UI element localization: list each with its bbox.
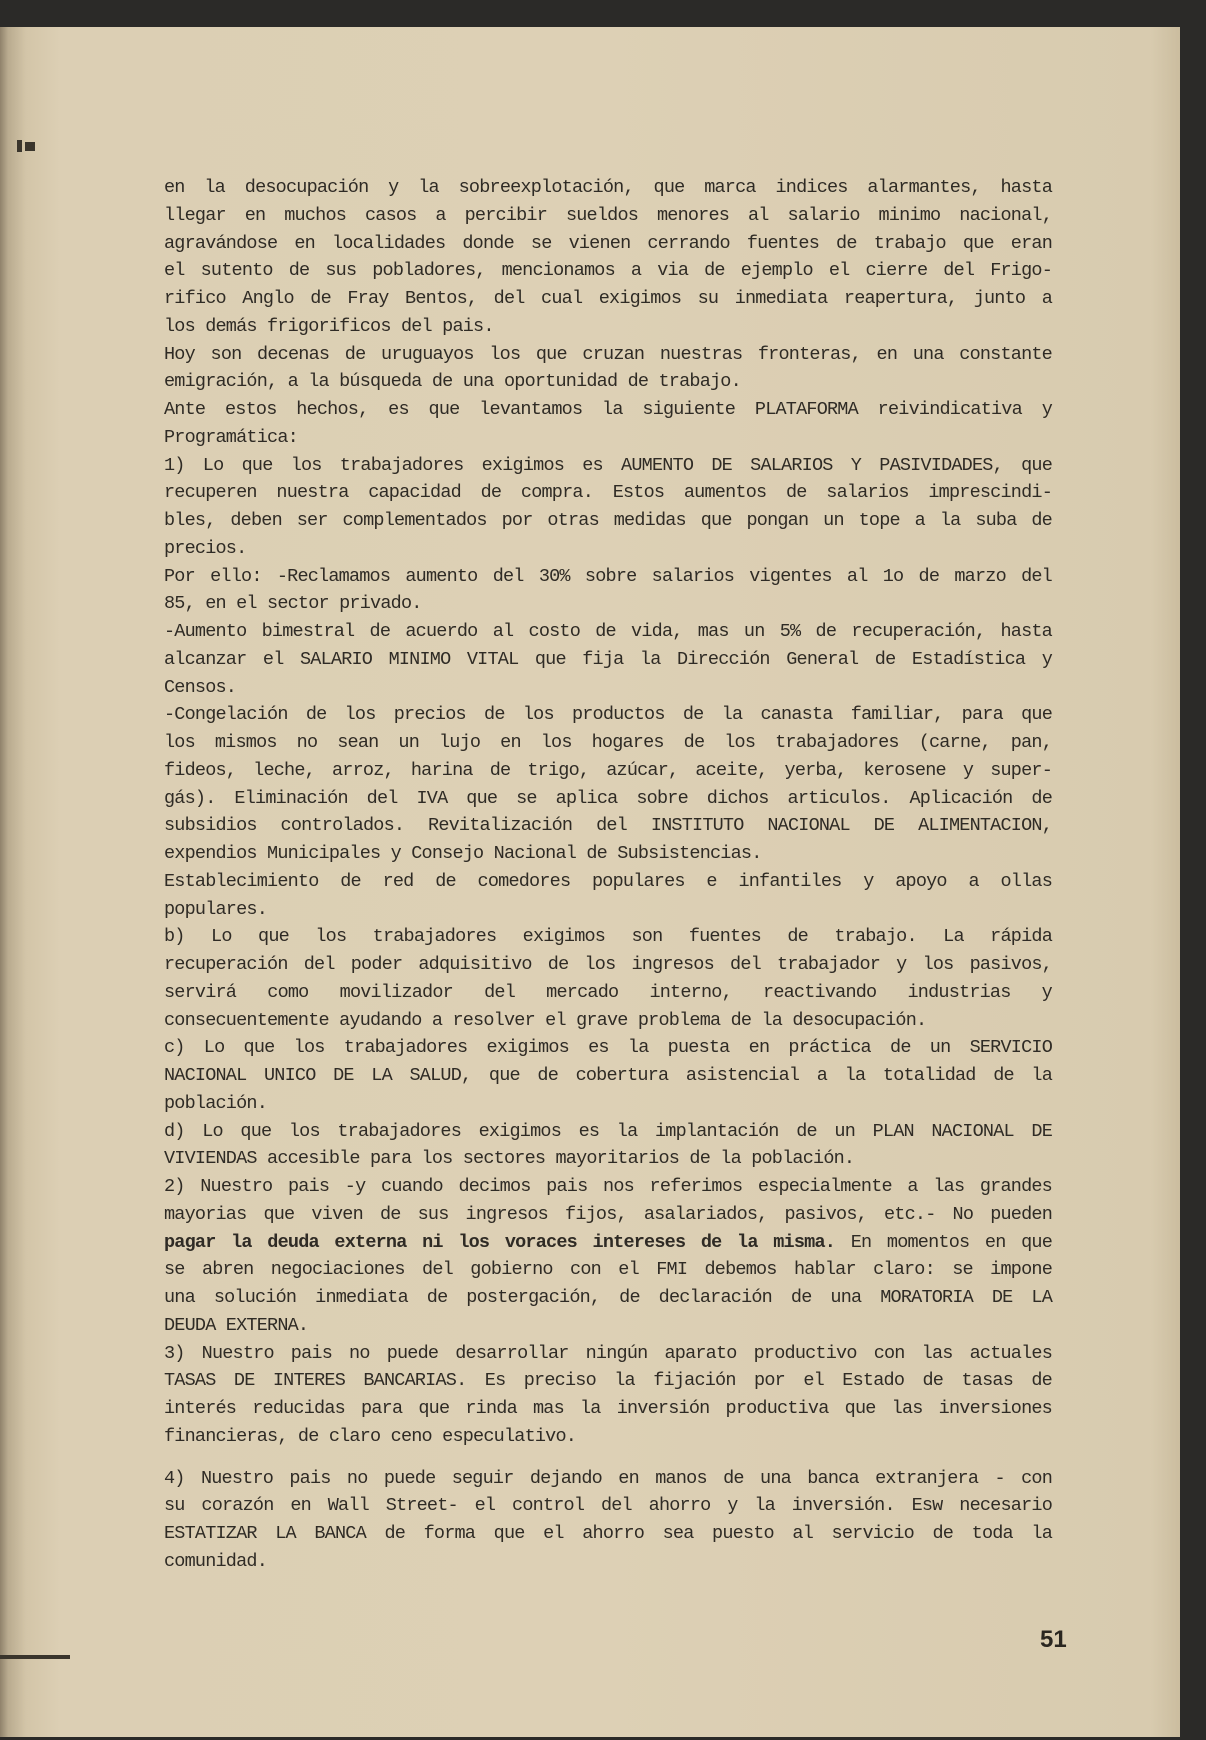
- text-line: alcanzar el SALARIO MINIMO VITAL que fija la Dirección General de Estadística y: [164, 648, 1052, 670]
- text-line: mayorias que viven de sus ingresos fijos, asalariados, pasivos, etc.- No pueden: [164, 1203, 1052, 1225]
- text-line: gás). Eliminación del IVA que se aplica sobre dichos articulos. Aplicación de: [164, 787, 1052, 809]
- page-number: 51: [1040, 1626, 1067, 1653]
- text-line: VIVIENDAS accesible para los sectores mayoritarios de la población.: [164, 1148, 855, 1170]
- text-line: bles, deben ser complementados por otras medidas que pongan un tope a la suba de: [164, 510, 1052, 531]
- text-line: comunidad.: [164, 1550, 268, 1572]
- text-line: se abren negociaciones del gobierno con el FMI debemos hablar claro: se impone: [164, 1259, 1052, 1281]
- text-line: los mismos no sean un lujo en los hogares de los trabajadores (carne, pan,: [164, 732, 1052, 753]
- text-line: TASAS DE INTERES BANCARIAS. Es preciso la fijación por el Estado de tasas de: [164, 1370, 1052, 1392]
- text-line: Establecimiento de red de comedores populares e infantiles y apoyo a ollas: [164, 870, 1052, 892]
- text-line: populares.: [164, 898, 268, 920]
- text-line: recuperación del poder adquisitivo de los ingresos del trabajador y los pasivos,: [164, 954, 1052, 975]
- text-line: expendios Municipales y Consejo Nacional de Subsistencias.: [164, 843, 762, 864]
- text-line: su corazón en Wall Street- el control del ahorro y la inversión. Esw necesario: [164, 1495, 1052, 1517]
- body-text: [164, 174, 1052, 1576]
- text-line: NACIONAL UNICO DE LA SALUD, que de cobertura asistencial a la totalidad de la: [164, 1065, 1052, 1086]
- text-line: precios.: [164, 537, 247, 559]
- text-line: Ante estos hechos, es que levantamos la siguiente PLATAFORMA reivindicativa y: [164, 399, 1052, 420]
- text-line: 4) Nuestro pais no puede seguir dejando en manos de una banca extranjera - con: [164, 1467, 1052, 1489]
- text-line: emigración, a la búsqueda de una oportunidad de trabajo.: [164, 371, 741, 393]
- text-line: interés reducidas para que rinda mas la inversión productiva que las inversiones: [164, 1398, 1052, 1419]
- text-line: c) Lo que los trabajadores exigimos es la puesta en práctica de un SERVICIO: [164, 1037, 1052, 1059]
- text-line: Censos.: [164, 676, 237, 698]
- text-line: llegar en muchos casos a percibir sueldos menores al salario minimo nacional,: [164, 204, 1052, 226]
- text-line: d) Lo que los trabajadores exigimos es la implantación de un PLAN NACIONAL DE: [164, 1120, 1052, 1142]
- text-line: Por ello: -Reclamamos aumento del 30% sobre salarios vigentes al 1o de marzo del: [164, 565, 1052, 587]
- text-line: agravándose en localidades donde se vienen cerrando fuentes de trabajo que eran: [164, 232, 1052, 254]
- text-line: financieras, de claro ceno especulativo.: [164, 1425, 577, 1447]
- text-line: población.: [164, 1092, 268, 1114]
- text-line: DEUDA EXTERNA.: [164, 1314, 309, 1336]
- text-line: una solución inmediata de postergación, de declaración de una MORATORIA DE LA: [164, 1287, 1052, 1308]
- text-line: Hoy son decenas de uruguayos los que cruzan nuestras fronteras, en una constante: [164, 343, 1052, 365]
- text-line: 1) Lo que los trabajadores exigimos es AUMENTO DE SALARIOS Y PASIVIDADES, que: [164, 454, 1052, 476]
- text-line: subsidios controlados. Revitalización del INSTITUTO NACIONAL DE ALIMENTACION,: [164, 815, 1052, 837]
- text-line: ESTATIZAR LA BANCA de forma que el ahorro sea puesto al servicio de toda la: [164, 1523, 1052, 1544]
- bold-text: pagar la deuda externa ni los voraces intereses de la misma.: [164, 1231, 836, 1253]
- text-line: servirá como movilizador del mercado interno, reactivando industrias y: [164, 981, 1052, 1003]
- text-line: los demás frigorificos del pais.: [164, 315, 494, 337]
- binding-dash: [0, 1655, 70, 1659]
- text-line: fideos, leche, arroz, harina de trigo, azúcar, aceite, yerba, kerosene y super-: [164, 759, 1052, 781]
- text-fragment: En momentos en que: [850, 1231, 1053, 1253]
- text-line: en la desocupación y la sobreexplotación, que marca indices alarmantes, hasta: [164, 177, 1052, 198]
- text-line: el sutento de sus pobladores, mencionamos a via de ejemplo el cierre del Frigo-: [164, 260, 1052, 282]
- text-line: rifico Anglo de Fray Bentos, del cual exigimos su inmediata reapertura, junto a: [164, 288, 1052, 309]
- text-line: -Aumento bimestral de acuerdo al costo de vida, mas un 5% de recuperación, hasta: [164, 621, 1052, 642]
- text-line: 3) Nuestro pais no puede desarrollar ningún aparato productivo con las actuales: [164, 1342, 1052, 1364]
- text-line: b) Lo que los trabajadores exigimos son fuentes de trabajo. La rápida: [164, 926, 1052, 948]
- binding-mark: [25, 142, 35, 151]
- text-line: consecuentemente ayudando a resolver el grave problema de la desocupación.: [164, 1009, 927, 1031]
- text-line: [164, 1229, 1052, 1257]
- text-line: recuperen nuestra capacidad de compra. Estos aumentos de salarios imprescindi-: [164, 482, 1052, 504]
- text-line: -Congelación de los precios de los productos de la canasta familiar, para que: [164, 704, 1052, 726]
- binding-mark: [17, 140, 22, 152]
- text-line: 85, en el sector privado.: [164, 593, 422, 615]
- text-line: Programática:: [164, 426, 298, 448]
- text-line: 2) Nuestro pais -y cuando decimos pais nos referimos especialmente a las grandes: [164, 1176, 1052, 1197]
